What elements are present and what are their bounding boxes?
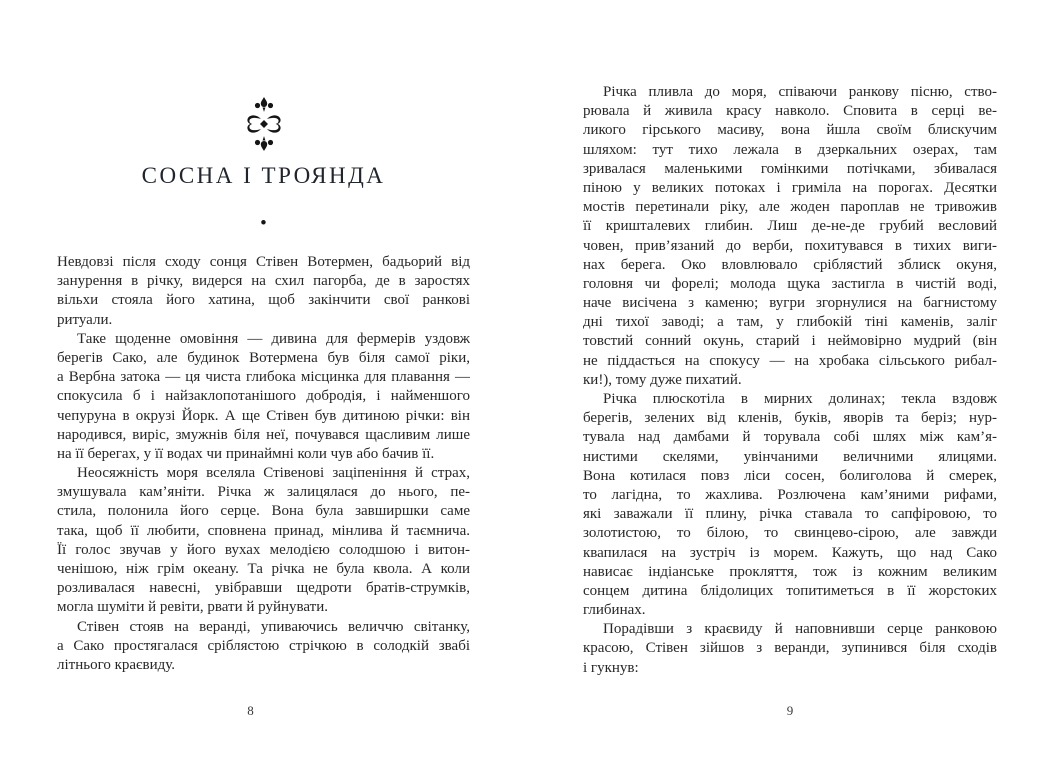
text-line: нависає індіанське прокляття, тож із кожним великим (583, 563, 997, 580)
paragraph (57, 330, 470, 464)
text-line: Її голос звучав у його вухах мелодією солодшою і витон- (57, 541, 470, 558)
text-line: вільхи стояла його хатина, щоб закінчити свої ранкові (57, 292, 470, 309)
text-line: наче висічена з каменю; вугри згорнулися на багнистому (583, 295, 997, 312)
text-line: Таке щоденне омовіння — дивина для фермерів уздовж (77, 330, 470, 347)
text-line: Невдовзі після сходу сонця Стівен Вотермен, бадьорий від (57, 254, 470, 270)
text-line: на її берегах, у її водах чи принаймні коли чув або бачив її. (57, 445, 435, 462)
fleuron-ornament-icon (242, 97, 286, 151)
section-marker-dot: • (260, 213, 267, 234)
text-line: Річка плюскотіла в мирних долинах; текла вздовж (603, 391, 997, 407)
text-line: то лагідна, то жахлива. Розлючена кам’яними рифами, (583, 486, 997, 503)
text-line: ритуали. (57, 311, 113, 328)
text-line: берегів Сако, але будинок Вотермена був біля самої ріки, (57, 349, 470, 366)
text-line: рювала й живила красу навколо. Сповита в серці ве- (583, 103, 997, 120)
text-line: літнього краєвиду. (57, 656, 175, 673)
text-line: така, щоб її любити, сповнена принад, мінлива й таємнича. (57, 522, 470, 539)
chapter-title: СОСНА І ТРОЯНДА (141, 163, 386, 188)
text-line: ки!), тому дуже пихатий. (583, 371, 742, 388)
text-line: квапилася на зустріч із морем. Кажуть, що над Сако (583, 544, 997, 561)
text-line: човен, прив’язаний до верби, похитувався в тихих виги- (583, 237, 997, 254)
page-number-right: 9 (786, 703, 794, 718)
right-page (583, 0, 997, 760)
text-line: спокусила б і найзаклопотанішого добродія, і найменшого (57, 388, 470, 405)
text-line: стила, полонила його серце. Вона була завширшки саме (57, 503, 470, 520)
page-number-left: 8 (247, 703, 254, 718)
text-line: красою, Стівен зійшов з веранди, зупинився біля сходів (583, 640, 997, 657)
text-line: нистими скелями, увінчаними величними ялицями. (583, 448, 997, 465)
text-line: мостів перетинали ріку, але жоден пароплав не тривожив (583, 199, 997, 216)
text-line: піною у великих потоках і гриміла на порогах. Десятки (583, 179, 997, 196)
text-line: глибинах. (583, 602, 646, 619)
text-line: тувала над дамбами й торувала собі шлях між кам’я- (583, 429, 997, 446)
text-line: які заважали її плину, річка ставала то сапфіровою, то (583, 506, 997, 523)
paragraph (57, 464, 470, 618)
text-line: дні тихої заводі; а там, у глибокій тіні каменів, заліг (583, 314, 997, 331)
text-line: занурення в річку, видерся на схил пагорба, де в заростях (57, 273, 470, 290)
text-line: головня чи форелі; молода щука застигла в чистій воді, (583, 275, 997, 292)
text-line: товстий сонний окунь, старий і неймовірно мудрий (він (583, 333, 997, 350)
text-line: а Вербна затока — ця чиста глибока місцинка для плавання — (57, 369, 470, 386)
paragraph (57, 618, 470, 676)
text-line: ченішою, ніж грім океану. Та річка не була квола. А коли (57, 561, 470, 577)
text-line: не піддасться на спокусу — на хробака сільського рибал- (583, 352, 997, 369)
right-page-text (583, 83, 997, 678)
text-line: її кришталевих глибин. Лиш де-не-де грубий весловий (583, 218, 997, 235)
text-line: сонцем дитина блідолицих топитиметься в її жорстоких (583, 582, 997, 599)
text-line: берегів, зелених від кленів, буків, яворів та беріз; нур- (583, 410, 997, 427)
text-line: золотистою, то білою, то свинцево-сірою, але завжди (583, 525, 997, 542)
text-line: могла шуміти й ревіти, рвати й руйнувати. (57, 599, 328, 616)
text-line: зривалася маленькими гомінкими потічками, збивалася (583, 160, 997, 177)
text-line: нах берега. Око вловлювало сріблястий зблиск окуня, (583, 256, 997, 273)
text-line: Неосяжність моря вселяла Стівенові заціпеніння й страх, (77, 465, 470, 482)
text-line: а Сако простягалася сріблястою стрічкою в солодкій звабі (57, 637, 470, 654)
text-line: Річка пливла до моря, співаючи ранкову пісню, ство- (603, 84, 997, 100)
left-page (57, 0, 470, 760)
paragraph (583, 390, 997, 620)
paragraph (57, 253, 470, 330)
paragraph (583, 620, 997, 678)
text-line: народився, виріс, змужнів біля неї, почувався щасливим лише (57, 426, 470, 443)
text-line: Стівен стояв на веранді, упиваючись величчю світанку, (77, 618, 470, 635)
text-line: Порадівши з краєвиду й наповнивши серце ранковою (603, 621, 997, 638)
paragraph (583, 83, 997, 390)
text-line: і гукнув: (583, 659, 639, 676)
left-page-text (57, 253, 470, 675)
text-line: розливалася навесні, увібравши щедроти братів-струмків, (57, 580, 470, 597)
text-line: змушувала кам’яніти. Річка ж залицялася до нього, пе- (57, 484, 470, 501)
text-line: чепуруна в окрузі Йорк. А ще Стівен був дитиною річки: він (57, 407, 470, 424)
text-line: шляхом: тут тихо лежала в дзеркальних озерах, там (583, 141, 997, 158)
text-line: ликого гірського масиву, вона йшла своїм блискучим (583, 122, 997, 139)
text-line: Вона котилася повз ліси сосен, болиголова й смерек, (583, 467, 997, 484)
